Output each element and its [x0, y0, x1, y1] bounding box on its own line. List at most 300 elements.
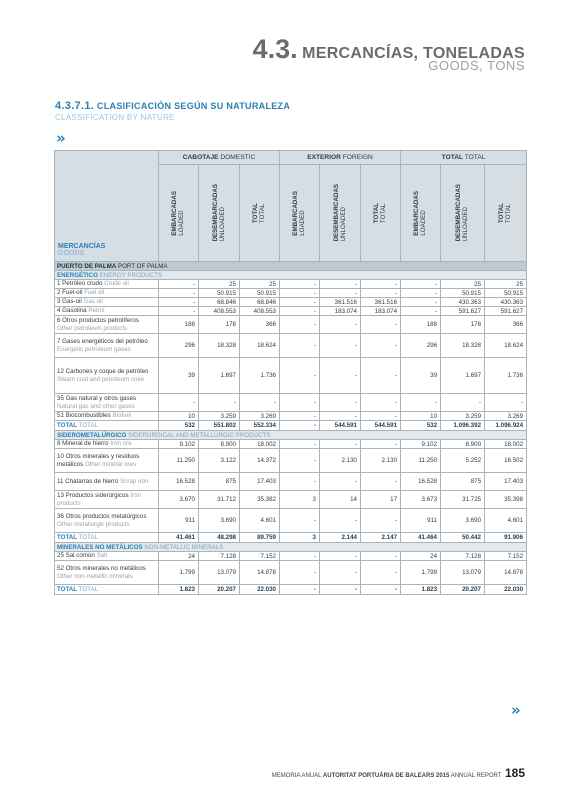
- total-label: [55, 421, 159, 431]
- group-header-en: DOMESTIC: [220, 154, 256, 161]
- goods-label-en: Steam coal and petroleum coke: [57, 375, 145, 383]
- goods-label: [55, 289, 159, 298]
- port-label-en: PORT OF PALMA: [117, 262, 168, 270]
- table-cell: -: [280, 552, 320, 561]
- total-cell: 552.334: [240, 421, 280, 431]
- table-cell: 591.627: [441, 307, 485, 316]
- goods-header-en: GOODS: [58, 250, 85, 257]
- column-header: [320, 165, 361, 262]
- group-header-row: [55, 151, 527, 165]
- table-cell: -: [401, 307, 441, 316]
- table-cell: -: [401, 289, 441, 298]
- table-cell: -: [280, 289, 320, 298]
- goods-label-es: 52 Otros minerales no metálicos: [57, 565, 146, 573]
- category-label-es: MINERALES NO METÁLICOS: [57, 543, 143, 551]
- goods-label: [55, 440, 159, 449]
- category-label-en: ENERGY PRODUCTS: [99, 271, 163, 279]
- table-cell: -: [280, 358, 320, 394]
- total-cell: 22.030: [485, 585, 527, 595]
- table-cell: 68.846: [240, 298, 280, 307]
- column-header-en: UNLOADED: [219, 207, 226, 242]
- table-cell: 14.372: [240, 449, 280, 473]
- total-cell: 1.096.924: [485, 421, 527, 431]
- total-row: [55, 533, 527, 543]
- table-cell: -: [401, 280, 441, 289]
- table-cell: 16.528: [159, 473, 199, 491]
- column-header: [159, 165, 199, 262]
- table-cell: 875: [199, 473, 240, 491]
- total-cell: 91.906: [485, 533, 527, 543]
- table-cell: -: [280, 509, 320, 533]
- column-header-en: TOTAL: [259, 203, 267, 224]
- goods-table: [54, 150, 527, 595]
- table-cell: -: [320, 412, 361, 421]
- column-header: [361, 165, 401, 262]
- goods-label-en: Other metallurgic products: [57, 520, 130, 528]
- total-cell: 1.096.392: [441, 421, 485, 431]
- table-cell: -: [320, 561, 361, 585]
- table-row: [55, 298, 527, 307]
- column-header-es: EMBARCADAS: [292, 190, 300, 236]
- table-cell: 366: [485, 316, 527, 334]
- total-cell: 41.464: [401, 533, 441, 543]
- column-header-en: UNLOADED: [462, 207, 470, 242]
- goods-label: [55, 509, 159, 533]
- page-footer: [272, 766, 525, 780]
- goods-label-en: Iron products: [57, 492, 141, 507]
- goods-label: [55, 394, 159, 412]
- total-label: [55, 585, 159, 595]
- table-cell: 1.736: [485, 358, 527, 394]
- table-row: [55, 307, 527, 316]
- total-row: [55, 421, 527, 431]
- total-cell: 544.591: [320, 421, 361, 431]
- table-cell: 11.250: [159, 449, 199, 473]
- table-cell: 25: [240, 280, 280, 289]
- group-header-en: TOTAL: [464, 154, 486, 161]
- column-header-en: LOADED: [178, 209, 186, 236]
- table-cell: 17.403: [485, 473, 527, 491]
- table-cell: 178: [199, 316, 240, 334]
- table-cell: -: [361, 552, 401, 561]
- table-cell: 35.382: [240, 491, 280, 509]
- table-cell: 14: [320, 491, 361, 509]
- table-cell: 183.074: [320, 307, 361, 316]
- table-cell: 875: [441, 473, 485, 491]
- table-cell: 3.690: [441, 509, 485, 533]
- table-cell: 10: [159, 412, 199, 421]
- table-cell: -: [320, 394, 361, 412]
- table-cell: -: [320, 316, 361, 334]
- table-cell: 3.122: [199, 449, 240, 473]
- table-cell: -: [280, 449, 320, 473]
- group-header: [280, 151, 401, 165]
- table-cell: -: [320, 358, 361, 394]
- chevron-right-icon: »: [56, 129, 63, 147]
- total-cell: -: [280, 421, 320, 431]
- table-cell: 25: [199, 280, 240, 289]
- table-cell: 3.259: [199, 412, 240, 421]
- goods-label: [55, 491, 159, 509]
- table-cell: -: [280, 280, 320, 289]
- goods-label: [55, 280, 159, 289]
- goods-label: [55, 449, 159, 473]
- table-cell: -: [320, 552, 361, 561]
- total-cell: 3: [280, 533, 320, 543]
- table-cell: -: [280, 334, 320, 358]
- table-cell: -: [401, 394, 441, 412]
- total-cell: 2.147: [361, 533, 401, 543]
- goods-label-en: Salt: [96, 552, 108, 560]
- footer-org: AUTORITAT PORTUÀRIA DE BALEARS 2015: [322, 773, 450, 779]
- table-cell: 408.553: [240, 307, 280, 316]
- category-row: [55, 431, 527, 440]
- total-label-en: TOTAL: [78, 422, 99, 429]
- table-cell: 3.269: [240, 412, 280, 421]
- table-cell: -: [361, 561, 401, 585]
- table-cell: 13.079: [199, 561, 240, 585]
- table-cell: -: [280, 307, 320, 316]
- group-header: [401, 151, 527, 165]
- total-label: [55, 533, 159, 543]
- table-cell: 296: [401, 334, 441, 358]
- table-cell: -: [361, 412, 401, 421]
- table-cell: 25: [441, 280, 485, 289]
- table-cell: 1.697: [199, 358, 240, 394]
- table-cell: 18.624: [485, 334, 527, 358]
- port-row: [55, 262, 527, 271]
- column-header-en: UNLOADED: [340, 207, 347, 242]
- table-row: [55, 334, 527, 358]
- chapter-number: 4.3.: [252, 34, 298, 64]
- goods-label-es: 1 Petróleo crudo: [57, 280, 103, 288]
- table-cell: 50.915: [240, 289, 280, 298]
- table-cell: -: [485, 394, 527, 412]
- table-cell: -: [401, 298, 441, 307]
- total-cell: 544.591: [361, 421, 401, 431]
- table-cell: 3: [280, 491, 320, 509]
- table-cell: 39: [401, 358, 441, 394]
- table-cell: 14.878: [485, 561, 527, 585]
- total-cell: 1.823: [401, 585, 441, 595]
- column-header-en: TOTAL: [505, 203, 513, 224]
- goods-label-es: 35 Gas natural y otros gases: [57, 395, 137, 403]
- table-cell: 13.079: [441, 561, 485, 585]
- table-cell: 3.670: [159, 491, 199, 509]
- table-row: [55, 289, 527, 298]
- table-cell: 18.328: [441, 334, 485, 358]
- table-cell: 3.259: [441, 412, 485, 421]
- table-cell: 18.002: [240, 440, 280, 449]
- table-cell: -: [320, 280, 361, 289]
- column-header-es: TOTAL: [252, 202, 260, 224]
- goods-label: [55, 412, 159, 421]
- table-cell: 9.102: [159, 440, 199, 449]
- goods-label: [55, 307, 159, 316]
- table-row: [55, 473, 527, 491]
- table-cell: 2.130: [320, 449, 361, 473]
- page-number: 185: [504, 766, 525, 780]
- goods-label: [55, 316, 159, 334]
- section-title-en: CLASSIFICATION BY NATURE: [55, 113, 175, 122]
- table-cell: 1.799: [401, 561, 441, 585]
- table-cell: 1.697: [441, 358, 485, 394]
- goods-header-cell: [55, 151, 159, 262]
- total-row: [55, 585, 527, 595]
- table-cell: 24: [159, 552, 199, 561]
- table-cell: -: [159, 298, 199, 307]
- group-header: [159, 151, 280, 165]
- goods-label-es: 3 Gas-oil: [57, 298, 82, 306]
- table-cell: 591.627: [485, 307, 527, 316]
- total-cell: -: [320, 585, 361, 595]
- table-cell: -: [199, 394, 240, 412]
- table-cell: 3.673: [401, 491, 441, 509]
- total-cell: -: [361, 585, 401, 595]
- total-cell: 22.030: [240, 585, 280, 595]
- goods-label: [55, 334, 159, 358]
- goods-label: [55, 561, 159, 585]
- table-cell: 3.690: [199, 509, 240, 533]
- table-cell: 50.915: [199, 289, 240, 298]
- column-header: [485, 165, 527, 262]
- section-title: [55, 100, 290, 112]
- table-cell: -: [320, 509, 361, 533]
- column-header-es: EMBARCADAS: [171, 190, 179, 236]
- table-cell: 68.846: [199, 298, 240, 307]
- table-cell: -: [240, 394, 280, 412]
- category-label-en: SIDERURGICAL AND METALLURGIC PRODUCTS: [128, 431, 271, 439]
- total-cell: 2.144: [320, 533, 361, 543]
- table-cell: -: [280, 473, 320, 491]
- table-cell: -: [361, 509, 401, 533]
- goods-label-en: Scrap iron: [120, 477, 149, 485]
- total-cell: -: [280, 585, 320, 595]
- table-cell: -: [280, 394, 320, 412]
- total-label-es: TOTAL: [57, 534, 77, 541]
- table-cell: 1.736: [240, 358, 280, 394]
- table-row: [55, 394, 527, 412]
- column-header: [199, 165, 240, 262]
- table-cell: 16.528: [401, 473, 441, 491]
- table-cell: 361.516: [320, 298, 361, 307]
- total-label-es: TOTAL: [57, 586, 77, 593]
- table-cell: -: [280, 440, 320, 449]
- table-cell: 11.250: [401, 449, 441, 473]
- total-cell: 41.461: [159, 533, 199, 543]
- category-label-es: ENERGÉTICO: [57, 271, 98, 279]
- footer-post: ANNUAL REPORT: [450, 773, 502, 779]
- total-cell: 20.207: [441, 585, 485, 595]
- table-cell: 911: [401, 509, 441, 533]
- total-cell: 532: [159, 421, 199, 431]
- goods-label: [55, 473, 159, 491]
- total-cell: 532: [401, 421, 441, 431]
- table-cell: 188: [401, 316, 441, 334]
- table-cell: 361.516: [361, 298, 401, 307]
- total-label-en: TOTAL: [78, 534, 99, 541]
- table-cell: 50.915: [485, 289, 527, 298]
- table-cell: -: [159, 394, 199, 412]
- table-cell: 31.725: [441, 491, 485, 509]
- group-header-en: FOREIGN: [342, 154, 373, 161]
- goods-label-en: Other petroleum products: [57, 324, 128, 332]
- table-cell: 7.152: [485, 552, 527, 561]
- table-row: [55, 561, 527, 585]
- column-header-en: TOTAL: [380, 203, 388, 224]
- table-cell: 911: [159, 509, 199, 533]
- table-cell: 8.900: [441, 440, 485, 449]
- category-label: [55, 543, 527, 552]
- goods-label-en: Other mineral ores: [84, 460, 137, 468]
- table-cell: -: [361, 289, 401, 298]
- column-header-es: EMBARCADAS: [413, 190, 421, 236]
- chapter-title-en: GOODS, TONS: [428, 58, 525, 73]
- total-cell: 89.759: [240, 533, 280, 543]
- table-cell: -: [361, 394, 401, 412]
- column-header: [280, 165, 320, 262]
- category-row: [55, 543, 527, 552]
- table-cell: -: [361, 334, 401, 358]
- goods-label-es: 51 Biocombustibles: [57, 412, 111, 420]
- total-label-en: TOTAL: [78, 586, 99, 593]
- table-cell: 14.878: [240, 561, 280, 585]
- table-cell: 7.152: [240, 552, 280, 561]
- table-cell: 366: [240, 316, 280, 334]
- table-cell: 296: [159, 334, 199, 358]
- table-cell: -: [320, 440, 361, 449]
- section-title-es: CLASIFICACIÓN SEGÚN SU NATURALEZA: [96, 101, 291, 111]
- port-label-es: PUERTO DE PALMA: [57, 262, 117, 270]
- category-label: [55, 271, 527, 280]
- group-header-es: CABOTAJE: [182, 154, 219, 161]
- table-cell: 17: [361, 491, 401, 509]
- category-row: [55, 271, 527, 280]
- total-cell: 551.802: [199, 421, 240, 431]
- table-cell: 7.128: [199, 552, 240, 561]
- table-cell: 16.502: [485, 449, 527, 473]
- goods-label-es: 13 Productos siderúrgicos: [57, 492, 129, 500]
- table-row: [55, 552, 527, 561]
- table-cell: 18.328: [199, 334, 240, 358]
- goods-label-es: 10 Otros minerales y residuos metálicos: [57, 453, 140, 468]
- table-cell: -: [361, 358, 401, 394]
- table-cell: 1.799: [159, 561, 199, 585]
- port-label: [55, 262, 527, 271]
- goods-label-es: 4 Gasolina: [57, 307, 87, 315]
- table-cell: -: [320, 289, 361, 298]
- table-cell: 24: [401, 552, 441, 561]
- chevron-right-icon: »: [511, 701, 518, 719]
- goods-label-en: Iron ore: [110, 440, 132, 448]
- section-number: 4.3.7.1.: [55, 100, 95, 112]
- table-cell: -: [280, 298, 320, 307]
- total-cell: 50.442: [441, 533, 485, 543]
- goods-label-en: Energetic petroleum gases: [57, 345, 131, 353]
- goods-label: [55, 358, 159, 394]
- column-header: [441, 165, 485, 262]
- category-label: [55, 431, 527, 440]
- table-cell: -: [159, 289, 199, 298]
- goods-label-es: 6 Otros productos petrolíferos: [57, 317, 139, 325]
- table-cell: 178: [441, 316, 485, 334]
- chapter-title-es: MERCANCÍAS, TONELADAS: [302, 45, 525, 62]
- table-cell: 4.601: [240, 509, 280, 533]
- goods-label-en: Natural gas and other gases: [57, 402, 135, 410]
- goods-label-es: 2 Fuel-oil: [57, 289, 83, 297]
- column-header: [240, 165, 280, 262]
- table-cell: 188: [159, 316, 199, 334]
- table-cell: 50.915: [441, 289, 485, 298]
- table-cell: 3.269: [485, 412, 527, 421]
- total-cell: 1.823: [159, 585, 199, 595]
- goods-label-es: 11 Chatarras de hierro: [57, 477, 119, 485]
- goods-label-en: Petrol: [88, 307, 105, 315]
- table-cell: -: [280, 316, 320, 334]
- goods-label-en: Biofuel: [112, 412, 132, 420]
- column-header-es: DESEMBARCADAS: [211, 184, 219, 242]
- goods-label-es: 25 Sal común: [57, 552, 95, 560]
- table-row: [55, 449, 527, 473]
- goods-label-en: Other non-metallic minerals: [57, 572, 133, 580]
- column-header-en: LOADED: [299, 209, 307, 236]
- category-label-en: NON-METALLIC MINERALS: [144, 543, 224, 551]
- table-cell: 35.398: [485, 491, 527, 509]
- table-row: [55, 509, 527, 533]
- goods-label-en: Gas oil: [83, 298, 103, 306]
- table-cell: -: [320, 473, 361, 491]
- goods-header-es: MERCANCÍAS: [58, 243, 106, 250]
- table-cell: -: [441, 394, 485, 412]
- table-row: [55, 316, 527, 334]
- column-header: [401, 165, 441, 262]
- table-cell: 5.252: [441, 449, 485, 473]
- table-row: [55, 491, 527, 509]
- table-cell: 39: [159, 358, 199, 394]
- footer-pre: MEMORIA ANUAL: [271, 773, 322, 779]
- goods-label-es: 36 Otros productos metalúrgicos: [57, 513, 147, 521]
- table-cell: -: [280, 412, 320, 421]
- table-cell: 9.102: [401, 440, 441, 449]
- goods-label-es: 8 Mineral de hierro: [57, 440, 109, 448]
- table-cell: -: [361, 280, 401, 289]
- table-cell: -: [320, 334, 361, 358]
- table-cell: 18.002: [485, 440, 527, 449]
- total-cell: 48.298: [199, 533, 240, 543]
- table-cell: -: [361, 440, 401, 449]
- table-cell: 25: [485, 280, 527, 289]
- group-header-es: TOTAL: [441, 154, 463, 161]
- column-header-es: TOTAL: [373, 202, 381, 224]
- table-cell: 183.074: [361, 307, 401, 316]
- column-header-es: DESEMBARCADAS: [332, 184, 340, 242]
- table-cell: 430.363: [485, 298, 527, 307]
- goods-label-en: Crude oil: [104, 280, 129, 288]
- table-cell: 18.624: [240, 334, 280, 358]
- table-cell: 2.130: [361, 449, 401, 473]
- total-label-es: TOTAL: [57, 422, 77, 429]
- table-cell: -: [361, 316, 401, 334]
- table-cell: 408.553: [199, 307, 240, 316]
- goods-label-es: 7 Gases energéticos del petróleo: [57, 338, 148, 346]
- table-cell: -: [159, 307, 199, 316]
- column-header-es: TOTAL: [498, 202, 506, 224]
- total-cell: 20.207: [199, 585, 240, 595]
- table-cell: -: [361, 473, 401, 491]
- category-label-es: SIDEROMETALÚRGICO: [57, 431, 127, 439]
- goods-label: [55, 298, 159, 307]
- column-header-en: LOADED: [420, 209, 428, 236]
